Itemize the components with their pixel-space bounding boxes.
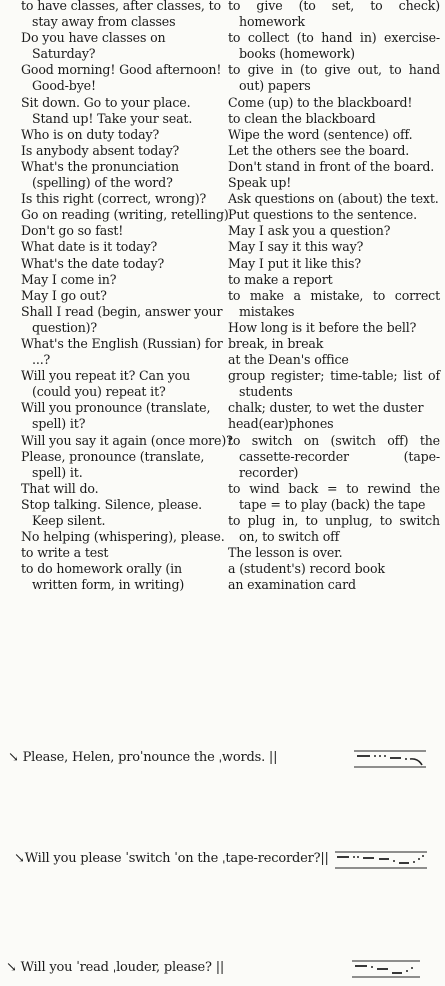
phrase-entry: an examination card: [228, 577, 356, 593]
phrase-entry: group register; time-table; list of students: [228, 368, 440, 400]
phrase-entry: chalk; duster, to wet the duster: [228, 400, 424, 416]
phrase-entry: May I go out?: [21, 287, 107, 303]
phrase-entry: to clean the blackboard: [228, 110, 376, 126]
phrase-entry: a (student's) record book: [228, 561, 385, 577]
phrase-entry: to do homework orally (in written form, in writing): [21, 561, 185, 593]
phrase-entry: Ask questions on (about) the text.: [228, 191, 439, 207]
intonation-contour-icon: [352, 748, 428, 770]
phrase-entry: Speak up!: [228, 175, 292, 191]
phrase-entry: to make a mistake, to correct mistakes: [228, 287, 440, 319]
phrase-entry: to have classes, after classes, to stay away from classes: [21, 0, 221, 30]
phrase-entry: Good morning! Good afternoon! Good-bye!: [21, 62, 222, 94]
phrase-entry: May I ask you a question?: [228, 223, 391, 239]
phrase-entry: Is this right (correct, wrong)?: [21, 191, 207, 207]
phrase-entry: Will you say it again (once more)?: [21, 432, 233, 448]
phrase-entry: Go on reading (writing, retelling): [21, 207, 229, 223]
intonation-contour-icon: [350, 958, 422, 980]
phrase-entry: May I say it this way?: [228, 239, 364, 255]
phrase-entry: Let the others see the board.: [228, 142, 410, 158]
phrase-entry: Is anybody absent today?: [21, 142, 180, 158]
intonation-drill: [0, 748, 445, 772]
phrase-entry: What date is it today?: [21, 239, 158, 255]
intonation-drill: [0, 958, 445, 982]
phrase-entry: What's the pronunciation (spelling) of the word?: [21, 158, 179, 191]
phrase-entry: head(ear)phones: [228, 416, 334, 432]
phrase-entry: Stop talking. Silence, please. Keep silent.: [21, 496, 202, 528]
phrase-entry: That will do.: [21, 480, 99, 496]
phrase-entry: No helping (whispering), please.: [21, 529, 225, 545]
phrase-entry: to make a report: [228, 271, 333, 287]
drill-phrase: ↘Will you please ˈswitch ˈon the ˌtape-recorder?||: [14, 851, 329, 866]
phrase-entry: to write a test: [21, 545, 109, 561]
phrase-entry: Put questions to the sentence.: [228, 207, 417, 223]
phrase-entry: Sit down. Go to your place. Stand up! Take your seat.: [21, 94, 193, 126]
phrase-entry: What's the English (Russian) for ...?: [21, 335, 223, 368]
intonation-drill: [0, 849, 445, 873]
phrase-entry: What's the date today?: [21, 255, 165, 271]
phrase-entry: Will you pronounce (translate, spell) it?: [21, 400, 211, 432]
phrase-entry: Please, pronounce (translate, spell) it.: [21, 448, 205, 480]
phrase-entry: Don't go so fast!: [21, 223, 124, 239]
phrase-entry: How long is it before the bell?: [228, 319, 417, 335]
drill-phrase: ↘ Will you ˈread ˌlouder, please? ||: [6, 960, 225, 975]
phrase-entry: Shall I read (begin, answer your question)?: [21, 303, 223, 335]
phrase-entry: Do you have classes on Saturday?: [21, 30, 166, 62]
phrase-entry: Who is on duty today?: [21, 126, 160, 142]
right-phrase-column: [228, 0, 440, 593]
phrase-entry: to give (to set, to check) homework: [228, 0, 440, 30]
phrase-entry: to collect (to hand in) exercise-books (homework): [228, 30, 440, 62]
phrase-entry: to plug in, to unplug, to switch on, to switch off: [228, 513, 440, 545]
phrase-entry: break, in break: [228, 335, 324, 351]
phrase-entry: Wipe the word (sentence) off.: [228, 126, 413, 142]
phrase-entry: Come (up) to the blackboard!: [228, 94, 413, 110]
phrase-entry: Don't stand in front of the board.: [228, 158, 435, 174]
drill-phrase: ↘ Please, Helen, proˈnounce the ˌwords. ||: [8, 750, 278, 765]
phrase-entry: May I put it like this?: [228, 255, 361, 271]
phrase-entry: to wind back = to rewind the tape = to play (back) the tape: [228, 480, 440, 512]
intonation-contour-icon: [333, 849, 429, 871]
phrase-entry: to switch on (switch off) the cassette-recorder (tape-recorder): [228, 432, 440, 480]
phrase-entry: May I come in?: [21, 271, 117, 287]
phrase-entry: The lesson is over.: [228, 545, 343, 561]
phrase-entry: to give in (to give out, to hand out) papers: [228, 62, 440, 94]
left-phrase-column: [21, 0, 233, 593]
phrase-entry: Will you repeat it? Can you (could you) repeat it?: [21, 368, 191, 400]
phrase-entry: at the Dean's office: [228, 352, 349, 368]
